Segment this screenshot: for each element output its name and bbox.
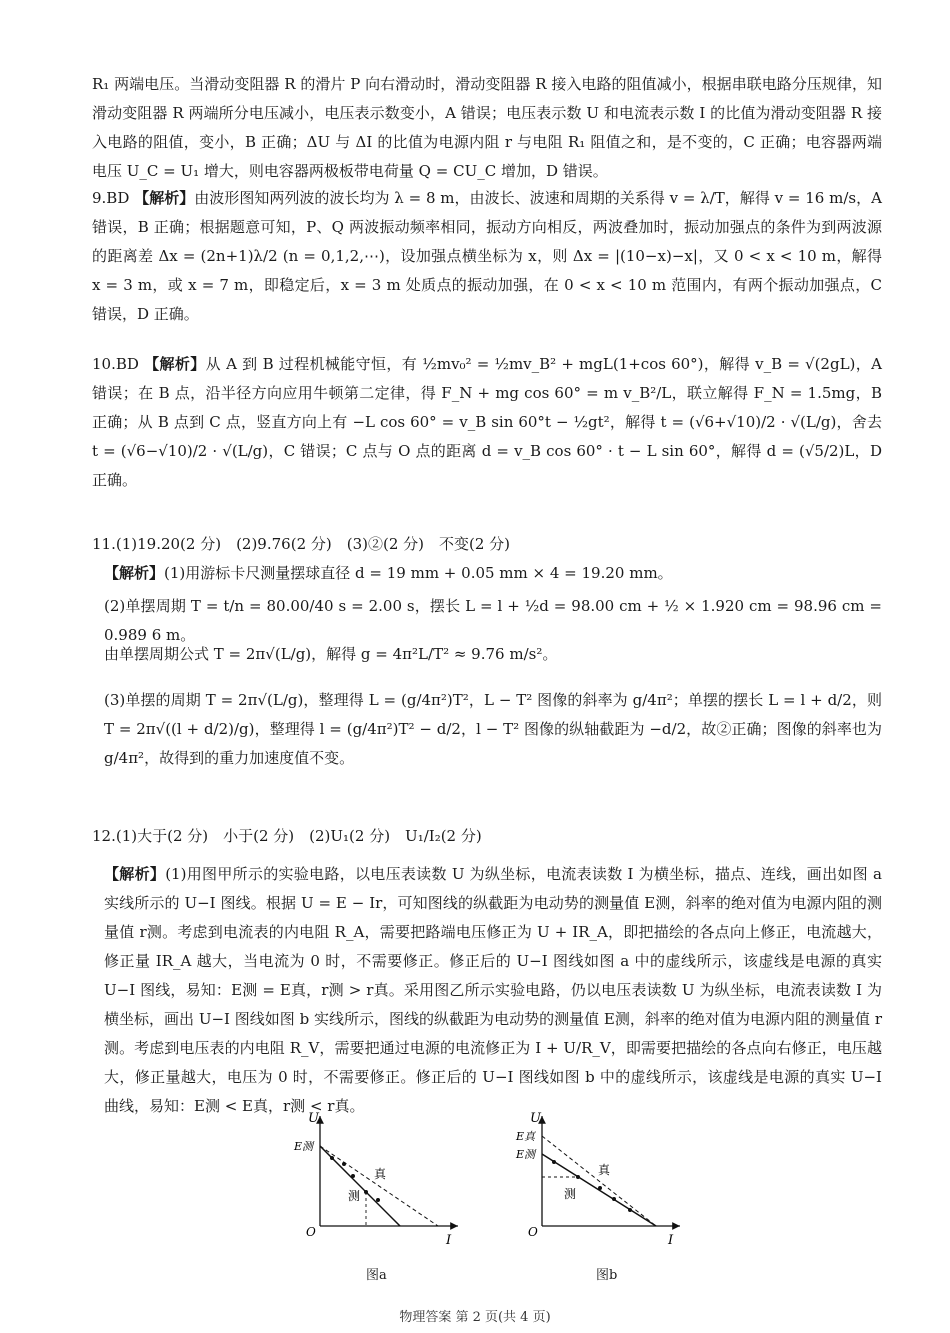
q11-analysis-p2: (2)单摆周期 T = t/n = 80.00/40 s = 2.00 s，摆长 L = l + ½d = 98.00 cm + ½ × 1.920 cm = 98.96 cm = 0.989 6 m。: [104, 597, 882, 644]
fig-b-y-label: U: [530, 1111, 541, 1126]
fig-a-true-label: 真: [374, 1167, 387, 1181]
q9-block: [92, 184, 882, 329]
fig-a-point: [364, 1190, 368, 1194]
q12-analysis-p1: [104, 860, 882, 1121]
fig-a-origin-label: O: [306, 1225, 316, 1239]
q9-analysis-text: 由波形图知两列波的波长均为 λ = 8 m，由波长、波速和周期的关系得 v = λ/T，解得 v = 16 m/s，A 错误，B 正确；根据题意可知，P、Q 两波振动频率相同，振动方向相反，两波叠加时，振动加强点的条件为到两波源的距离差 Δx = (2n+1)λ/2 (n = 0,1,2,⋯)，设加强点横坐标为 x，则 Δx = |(10−x)−x|，又 0 < x < 10 m，解得 x = 3 m，或 x = 7 m，即稳定后，x = 3 m 处质点的振动加强，在 0 < x < 10 m 范围内，有两个振动加强点，C 错误，D 正确。: [92, 189, 882, 323]
fig-b-true-line: [542, 1136, 656, 1226]
fig-b-true-label: 真: [598, 1163, 611, 1177]
fig-b-point: [552, 1160, 556, 1164]
fig-b-origin-label: O: [528, 1225, 538, 1239]
fig-b-meas-label: 测: [564, 1187, 577, 1201]
fig-a-x-label: I: [446, 1233, 452, 1248]
figure-a-caption: 图a: [366, 1268, 387, 1283]
figure-a-ui-graph: [290, 1108, 470, 1258]
q11-analysis-p1: [104, 559, 882, 588]
fig-b-e-true-label: E真: [516, 1130, 536, 1143]
q12-answers: [92, 822, 882, 851]
q10-number: 10.BD: [92, 355, 139, 373]
q10-block: [92, 350, 882, 495]
fig-a-true-line: [320, 1146, 438, 1226]
fig-b-e-meas-label: E测: [516, 1148, 536, 1161]
q12-number: 12.: [92, 827, 116, 845]
q11-answers: [92, 530, 882, 559]
q11-analysis-p4: (3)单摆的周期 T = 2π√(L/g)，整理得 L = (g/4π²)T²，L − T² 图像的斜率为 g/4π²；单摆的摆长 L = l + d/2，则 T = 2π√((l + d/2)/g)，整理得 l = (g/4π²)T² − d/2，l − T² 图像的纵轴截距为 −d/2，故②正确；图像的斜率也为 g/4π²，故得到的重力加速度值不变。: [104, 691, 882, 767]
q9-number: 9.BD: [92, 189, 130, 207]
fig-a-point: [376, 1198, 380, 1202]
figure-b-ui-graph: [512, 1108, 692, 1258]
q11-analysis-tag: 【解析】: [104, 564, 165, 582]
fig-b-point: [598, 1186, 602, 1190]
fig-a-y-label: U: [308, 1111, 319, 1126]
fig-b-point: [612, 1197, 616, 1201]
q12-answer-list: (1)大于(2 分) 小于(2 分) (2)U₁(2 分) U₁/I₂(2 分): [115, 827, 482, 845]
figure-b-caption: 图b: [596, 1268, 618, 1283]
fig-a-point: [330, 1156, 334, 1160]
q11-analysis-p1-text: (1)用游标卡尺测量摆球直径 d = 19 mm + 0.05 mm × 4 = 19.20 mm。: [164, 564, 673, 582]
fig-a-meas-label: 测: [348, 1189, 361, 1203]
fig-a-point: [351, 1174, 355, 1178]
q11-number: 11.: [92, 535, 116, 553]
q12-analysis-p1-text: (1)用图甲所示的实验电路，以电压表读数 U 为纵坐标，电流表读数 I 为横坐标，描点、连线，画出如图 a 实线所示的 U−I 图线。根据 U = E − Ir，可知图线的纵截距为电动势的测量值 E测，斜率的绝对值为电源内阻的测量值 r测。考虑到电流表的内电阻 R_A，需要把路端电压修正为 U + IR_A，即把描绘的各点向上修正，电流越大，修正量 IR_A 越大，当电流为 0 时，不需要修正。修正后的 U−I 图线如图 a 中的虚线所示，该虚线是电源的真实 U−I 图线，易知：E测 = E真，r测 > r真。采用图乙所示实验电路，仍以电压表读数 U 为纵坐标，电流表读数 I 为横坐标，画出 U−I 图线如图 b 实线所示，图线的纵截距为电动势的测量值 E测，斜率的绝对值为电源内阻的测量值 r测。考虑到电压表的内电阻 R_V，需要把通过电源的电流修正为 I + U/R_V，即需要把描绘的各点向右修正，电压越大，修正量越大，电压为 0 时，不需要修正。修正后的 U−I 图线如图 b 中的虚线所示，该虚线是电源的真实 U−I 曲线，易知：E测 < E真，r测 < r真。: [104, 865, 882, 1115]
q9-analysis-tag: 【解析】: [134, 189, 195, 207]
q11-analysis-p3: 由单摆周期公式 T = 2π√(L/g)，解得 g = 4π²L/T² ≈ 9.76 m/s²。: [104, 645, 558, 663]
q10-analysis-tag: 【解析】: [144, 355, 206, 373]
fig-a-point: [342, 1162, 346, 1166]
fig-b-point: [576, 1175, 580, 1179]
q11-answer-list: (1)19.20(2 分) (2)9.76(2 分) (3)②(2 分) 不变(2 分): [115, 535, 511, 553]
page-footer: 物理答案 第 2 页(共 4 页): [399, 1310, 551, 1325]
q8-analysis-tail: R₁ 两端电压。当滑动变阻器 R 的滑片 P 向右滑动时，滑动变阻器 R 接入电路的阻值减小，根据串联电路分压规律，知滑动变阻器 R 两端所分电压减小，电压表示数变小，A 错误；电压表示数 U 和电流表示数 I 的比值为滑动变阻器 R 接入电路的阻值，变小，B 正确；ΔU 与 ΔI 的比值为电源内阻 r 与电阻 R₁ 阻值之和，是不变的，C 正确；电容器两端电压 U_C = U₁ 增大，则电容器两极板带电荷量 Q = CU_C 增加，D 错误。: [92, 75, 882, 180]
fig-b-x-label: I: [668, 1233, 674, 1248]
fig-a-e-meas-label: E测: [294, 1140, 314, 1153]
q12-analysis-tag: 【解析】: [104, 865, 166, 883]
q10-analysis-text: 从 A 到 B 过程机械能守恒，有 ½mv₀² = ½mv_B² + mgL(1+cos 60°)，解得 v_B = √(2gL)，A 错误；在 B 点，沿半径方向应用牛顿第二定律，得 F_N + mg cos 60° = m v_B²/L，联立解得 F_N = 1.5mg，B 正确；从 B 点到 C 点，竖直方向上有 −L cos 60° = v_B sin 60°t − ½gt²，解得 t = (√6+√10)/2 · √(L/g)，舍去 t = (√6−√10)/2 · √(L/g)，C 错误；C 点与 O 点的距离 d = v_B cos 60° · t − L sin 60°，解得 d = (√5/2)L，D 正确。: [92, 355, 882, 489]
fig-b-point: [628, 1208, 632, 1212]
